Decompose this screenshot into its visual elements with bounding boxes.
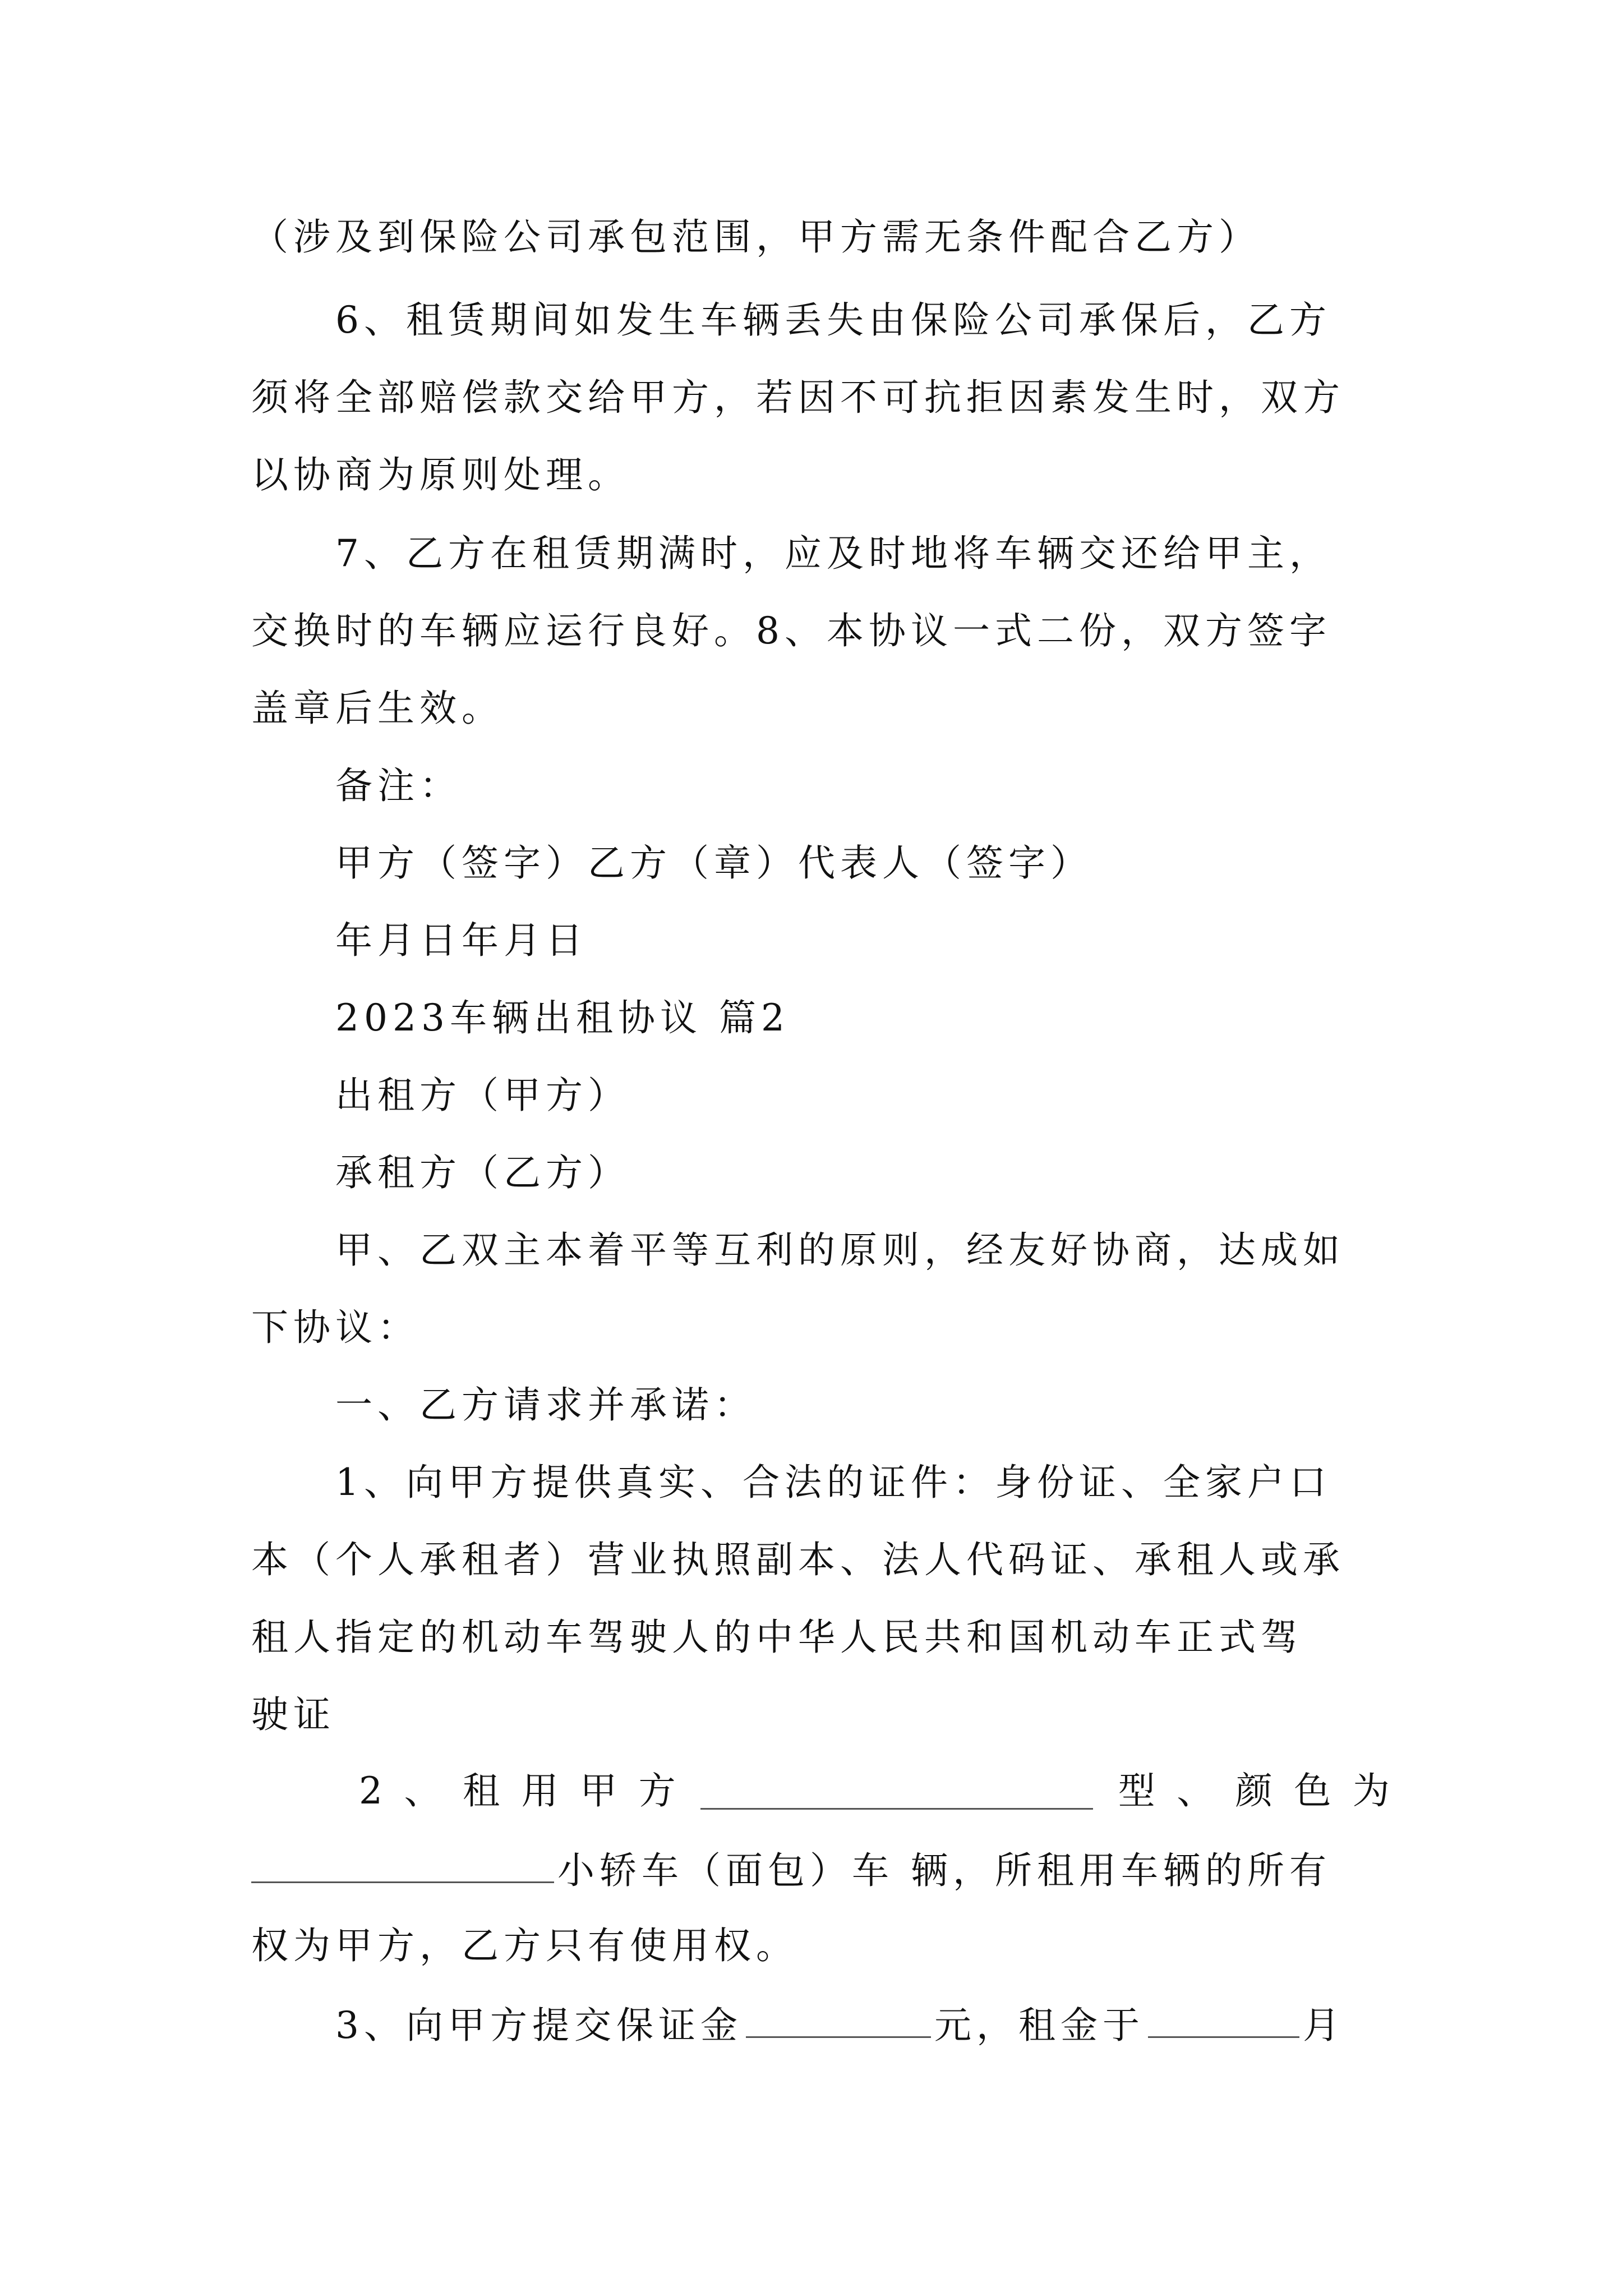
section-heading: 一、乙方请求并承诺：: [335, 1383, 756, 1427]
text-fragment: 为: [1352, 1769, 1390, 1812]
signature-line: 甲方（签字）乙方（章）代表人（签字）: [335, 841, 1092, 885]
lessor-label: 出租方（甲方）: [335, 1074, 630, 1117]
text-line: 盖章后生效。: [251, 687, 504, 730]
deposit-blank[interactable]: [746, 2005, 931, 2038]
text-fragment: 、: [404, 1769, 441, 1812]
clause-number: 2: [359, 1769, 382, 1812]
clause-2-line: [359, 1769, 1390, 1812]
text-fragment: 方: [638, 1769, 676, 1812]
section-title: 2023车辆出租协议 篇2: [335, 996, 790, 1039]
clause-6: 6、租赁期间如发生车辆丢失由保险公司承保后，乙方: [335, 298, 1331, 342]
text-fragment: 3、向甲方提交保证金: [335, 2004, 743, 2047]
preamble: 甲、乙双主本着平等互利的原则，经友好协商，达成如: [335, 1228, 1345, 1272]
text-fragment: 色: [1294, 1769, 1331, 1812]
text-fragment: 月: [1303, 2004, 1345, 2047]
text-fragment: 型: [1118, 1769, 1155, 1812]
text-line: 租人指定的机动车驾驶人的中华人民共和国机动车正式驾: [251, 1616, 1303, 1659]
text-fragment: 颜: [1235, 1769, 1272, 1812]
lessee-label: 承租方（乙方）: [335, 1151, 630, 1194]
text-fragment: 小轿车（面包）车 辆，所租用车辆的所有: [557, 1849, 1331, 1892]
text-fragment: 租: [463, 1769, 500, 1812]
model-blank[interactable]: [700, 1777, 1093, 1810]
clause-7: 7、乙方在租赁期满时，应及时地将车辆交还给甲主，: [335, 532, 1331, 575]
text-line: 交换时的车辆应运行良好。8、本协议一式二份，双方签字: [251, 609, 1331, 652]
rent-month-blank[interactable]: [1148, 2005, 1299, 2038]
clause-3: [335, 2004, 1474, 2047]
text-line: 下协议：: [251, 1306, 419, 1349]
text-fragment: 用: [521, 1769, 559, 1812]
remarks-label: 备注：: [335, 764, 462, 807]
color-blank[interactable]: [251, 1850, 554, 1883]
text-line: 本（个人承租者）营业执照副本、法人代码证、承租人或承: [251, 1538, 1345, 1581]
clause-2-line-2: [251, 1849, 1390, 1892]
clause-1: 1、向甲方提供真实、合法的证件：身份证、全家户口: [335, 1461, 1331, 1504]
text-line: 须将全部赔偿款交给甲方，若因不可抗拒因素发生时，双方: [251, 376, 1345, 419]
text-line: 以协商为原则处理。: [251, 453, 630, 496]
text-line: 驶证: [251, 1693, 335, 1736]
text-line: （涉及到保险公司承包范围，甲方需无条件配合乙方）: [251, 215, 1261, 259]
text-fragment: 、: [1177, 1769, 1214, 1812]
text-fragment: 元，租金于: [934, 2004, 1145, 2047]
clause-2-line-3: 权为甲方，乙方只有使用权。: [251, 1924, 798, 1967]
date-line: 年月日年月日: [335, 919, 588, 962]
text-fragment: 甲: [580, 1769, 617, 1812]
